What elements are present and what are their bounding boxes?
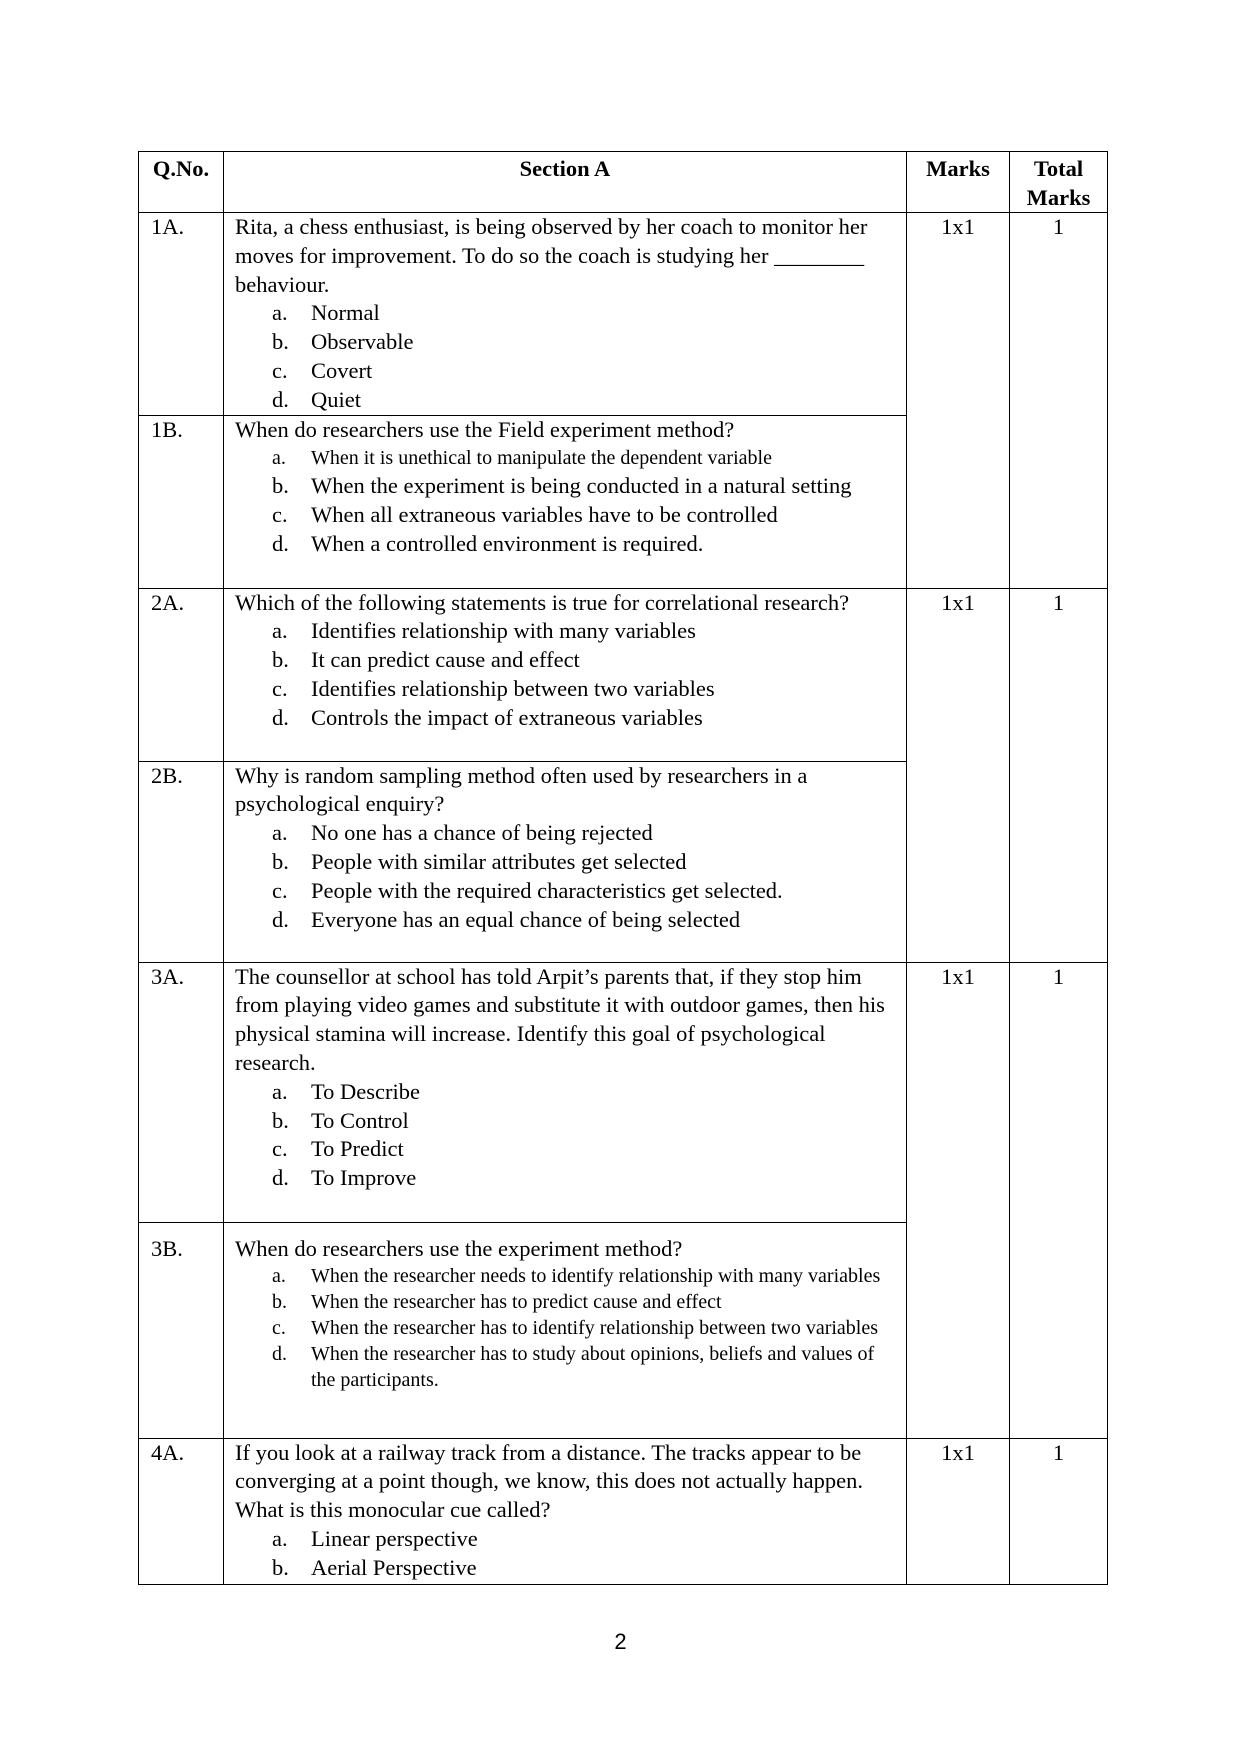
option: d. To Improve [272, 1165, 417, 1191]
question-text: When do researchers use the experiment method? [235, 1235, 683, 1261]
question-row-1a [139, 213, 1108, 416]
total-cell: 1 [1010, 1438, 1108, 1584]
option: c. To Predict [272, 1136, 404, 1162]
option: b. It can predict cause and effect [272, 647, 580, 673]
option: a. When it is unethical to manipulate the dependent variable [272, 447, 772, 470]
option: c. People with the required characteristics get selected. [272, 877, 783, 903]
option: c. Identifies relationship between two variables [272, 675, 715, 701]
options-list [235, 1263, 900, 1393]
question-cell [224, 213, 907, 416]
options-list [235, 299, 900, 414]
option: c. When the researcher has to identify relationship between two variables [272, 1317, 879, 1340]
option: b. People with similar attributes get selected [272, 848, 687, 874]
option: a. To Describe [272, 1078, 421, 1104]
header-section: Section A [224, 152, 907, 213]
question-cell [224, 962, 907, 1222]
option: b. When the researcher has to predict cause and effect [272, 1291, 722, 1314]
question-number: 3A. [139, 962, 224, 1222]
option: b. Observable [272, 329, 414, 355]
marks-cell: 1x1 [907, 962, 1010, 1438]
options-list [235, 1525, 900, 1583]
header-qno: Q.No. [139, 152, 224, 213]
header-row [139, 152, 1108, 213]
marks-cell: 1x1 [907, 1438, 1010, 1584]
option: a. Identifies relationship with many variables [272, 618, 696, 644]
options-list [235, 1078, 900, 1193]
option: a. When the researcher needs to identify relationship with many variables [272, 1265, 881, 1288]
option: c. Covert [272, 357, 373, 383]
question-number: 2B. [139, 761, 224, 962]
question-row-4a [139, 1438, 1108, 1584]
options-list [235, 819, 900, 934]
question-cell [224, 588, 907, 761]
question-text: The counsellor at school has told Arpit’s parents that, if they stop him from playing video games and substitute it with outdoor games, then his physical stamina will increase. Identify this goal of psychological research. [235, 963, 885, 1075]
question-text: Which of the following statements is true for correlational research? [235, 589, 850, 615]
header-marks: Marks [907, 152, 1010, 213]
option: d. Quiet [272, 386, 361, 412]
option: a. Linear perspective [272, 1525, 478, 1551]
header-total-marks: Total Marks [1010, 152, 1108, 213]
question-text: Rita, a chess enthusiast, is being observed by her coach to monitor her moves for improvement. To do so the coach is studying her ________ behaviour. [235, 214, 868, 297]
question-cell [224, 415, 907, 588]
question-number: 3B. [139, 1222, 224, 1438]
question-number: 4A. [139, 1438, 224, 1584]
option: d. Controls the impact of extraneous variables [272, 704, 703, 730]
question-cell [224, 1438, 907, 1584]
question-number: 1B. [139, 415, 224, 588]
total-cell: 1 [1010, 213, 1108, 589]
total-cell: 1 [1010, 962, 1108, 1438]
option: b. To Control [272, 1107, 409, 1133]
option: d. When the researcher has to study about opinions, beliefs and values of the participants. [272, 1343, 875, 1392]
question-row-3a [139, 962, 1108, 1222]
option: b. When the experiment is being conducted in a natural setting [272, 473, 852, 499]
option: b. Aerial Perspective [272, 1554, 477, 1580]
question-text: If you look at a railway track from a distance. The tracks appear to be converging at a point though, we know, this does not actually happen. What is this monocular cue called? [235, 1439, 864, 1523]
total-cell: 1 [1010, 588, 1108, 962]
page-number: 2 [614, 1629, 627, 1654]
option: a. No one has a chance of being rejected [272, 820, 653, 846]
question-cell [224, 1222, 907, 1438]
option: d. Everyone has an equal chance of being selected [272, 906, 741, 932]
marks-cell: 1x1 [907, 588, 1010, 962]
option: c. When all extraneous variables have to be controlled [272, 502, 778, 528]
question-number: 1A. [139, 213, 224, 416]
question-number: 2A. [139, 588, 224, 761]
question-row-2a [139, 588, 1108, 761]
options-list [235, 617, 900, 732]
answer-table [138, 151, 1108, 1585]
question-cell [224, 761, 907, 962]
option: a. Normal [272, 300, 380, 326]
marks-cell: 1x1 [907, 213, 1010, 589]
option: d. When a controlled environment is required. [272, 530, 704, 556]
options-list [235, 444, 900, 558]
question-text: When do researchers use the Field experiment method? [235, 416, 735, 442]
question-text: Why is random sampling method often used by researchers in a psychological enquiry? [235, 762, 808, 817]
